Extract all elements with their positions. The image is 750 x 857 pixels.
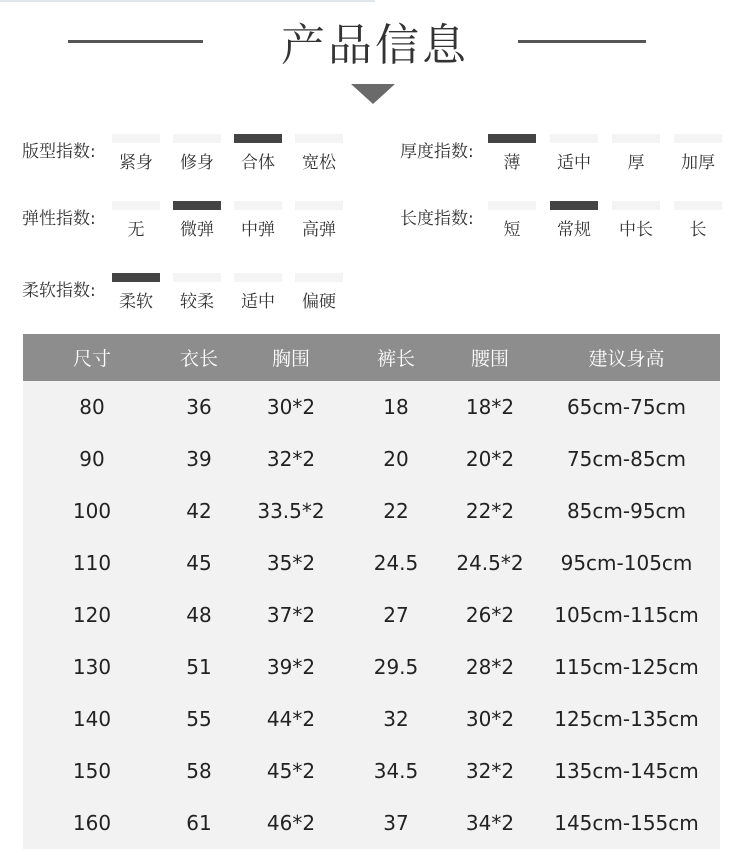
table-row (23, 797, 720, 849)
length-option-1: 短 (488, 201, 536, 237)
table-cell: 24.5*2 (447, 537, 533, 589)
table-cell: 46*2 (237, 797, 345, 849)
header-chest: 胸围 (237, 334, 345, 381)
title-line-right (518, 40, 646, 43)
table-row (23, 433, 720, 485)
table-cell: 34*2 (447, 797, 533, 849)
table-cell: 51 (161, 641, 237, 693)
table-cell: 32 (345, 693, 447, 745)
elasticity-option-2-selected: 微弹 (173, 201, 221, 237)
table-cell: 135cm-145cm (533, 745, 720, 797)
fit-option-2: 修身 (173, 134, 221, 170)
table-cell: 115cm-125cm (533, 641, 720, 693)
table-cell: 18*2 (447, 381, 533, 433)
table-cell: 45 (161, 537, 237, 589)
thickness-option-3: 厚 (612, 134, 660, 170)
table-row (23, 693, 720, 745)
elasticity-option-4: 高弹 (295, 201, 343, 237)
table-cell: 20*2 (447, 433, 533, 485)
softness-option-3: 适中 (234, 273, 282, 309)
table-cell: 130 (23, 641, 161, 693)
table-cell: 37*2 (237, 589, 345, 641)
table-cell: 65cm-75cm (533, 381, 720, 433)
table-cell: 42 (161, 485, 237, 537)
table-cell: 80 (23, 381, 161, 433)
table-cell: 22 (345, 485, 447, 537)
table-cell: 35*2 (237, 537, 345, 589)
table-cell: 39*2 (237, 641, 345, 693)
table-cell: 28*2 (447, 641, 533, 693)
table-cell: 85cm-95cm (533, 485, 720, 537)
length-option-2-selected: 常规 (550, 201, 598, 237)
fit-index-label: 版型指数: (22, 142, 96, 162)
table-cell: 48 (161, 589, 237, 641)
softness-option-1-selected: 柔软 (112, 273, 160, 309)
table-row (23, 589, 720, 641)
table-cell: 45*2 (237, 745, 345, 797)
table-cell: 61 (161, 797, 237, 849)
length-option-4: 长 (674, 201, 722, 237)
table-cell: 110 (23, 537, 161, 589)
table-cell: 55 (161, 693, 237, 745)
thickness-option-2: 适中 (550, 134, 598, 170)
thickness-index-label: 厚度指数: (400, 142, 474, 162)
table-cell: 22*2 (447, 485, 533, 537)
table-cell: 33.5*2 (237, 485, 345, 537)
table-row (23, 485, 720, 537)
table-row (23, 745, 720, 797)
table-cell: 145cm-155cm (533, 797, 720, 849)
table-cell: 36 (161, 381, 237, 433)
section-title: 产品信息 (281, 20, 469, 71)
section-header (0, 18, 750, 78)
fit-option-3-selected: 合体 (234, 134, 282, 170)
table-cell: 120 (23, 589, 161, 641)
table-row (23, 641, 720, 693)
fit-option-4: 宽松 (295, 134, 343, 170)
softness-option-4: 偏硬 (295, 273, 343, 309)
elasticity-index-label: 弹性指数: (22, 209, 96, 229)
fit-option-1: 紧身 (112, 134, 160, 170)
table-cell: 37 (345, 797, 447, 849)
table-cell: 27 (345, 589, 447, 641)
header-waist: 腰围 (447, 334, 533, 381)
table-cell: 32*2 (237, 433, 345, 485)
header-size: 尺寸 (23, 334, 161, 381)
table-cell: 39 (161, 433, 237, 485)
table-cell: 150 (23, 745, 161, 797)
elasticity-option-3: 中弹 (234, 201, 282, 237)
table-cell: 125cm-135cm (533, 693, 720, 745)
length-index-label: 长度指数: (400, 209, 474, 229)
header-pants-length: 裤长 (345, 334, 447, 381)
table-cell: 18 (345, 381, 447, 433)
down-triangle-icon (351, 84, 395, 104)
table-row (23, 381, 720, 433)
table-cell: 58 (161, 745, 237, 797)
thickness-option-4: 加厚 (674, 134, 722, 170)
elasticity-option-1: 无 (112, 201, 160, 237)
table-cell: 32*2 (447, 745, 533, 797)
table-cell: 90 (23, 433, 161, 485)
table-cell: 30*2 (237, 381, 345, 433)
table-cell: 160 (23, 797, 161, 849)
table-cell: 100 (23, 485, 161, 537)
header-suggested-height: 建议身高 (533, 334, 720, 381)
table-cell: 30*2 (447, 693, 533, 745)
table-cell: 24.5 (345, 537, 447, 589)
table-cell: 75cm-85cm (533, 433, 720, 485)
table-cell: 34.5 (345, 745, 447, 797)
softness-option-2: 较柔 (173, 273, 221, 309)
table-cell: 95cm-105cm (533, 537, 720, 589)
table-cell: 44*2 (237, 693, 345, 745)
table-header-row (23, 334, 720, 381)
header-top-length: 衣长 (161, 334, 237, 381)
softness-index-label: 柔软指数: (22, 281, 96, 301)
table-cell: 105cm-115cm (533, 589, 720, 641)
table-cell: 140 (23, 693, 161, 745)
table-cell: 20 (345, 433, 447, 485)
table-cell: 26*2 (447, 589, 533, 641)
table-row (23, 537, 720, 589)
top-divider (0, 0, 375, 2)
table-body (23, 381, 720, 849)
table-cell: 29.5 (345, 641, 447, 693)
thickness-option-1-selected: 薄 (488, 134, 536, 170)
size-table (23, 334, 720, 849)
length-option-3: 中长 (612, 201, 660, 237)
